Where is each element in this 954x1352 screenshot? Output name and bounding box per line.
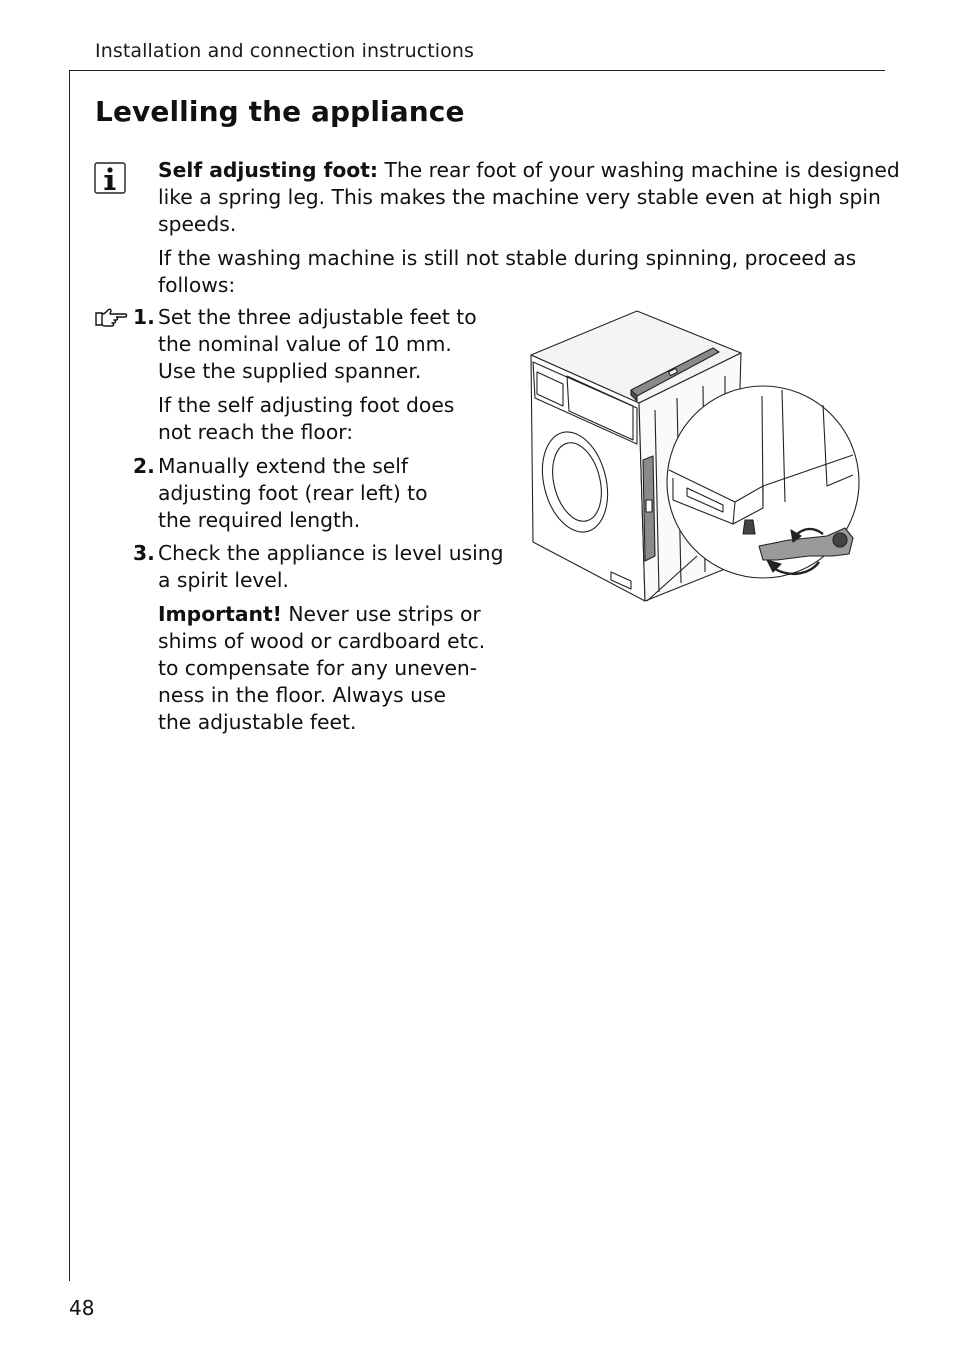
info-lead: Self adjusting foot: <box>158 158 379 182</box>
step-1-subtext <box>158 392 454 446</box>
condition-line: follows: <box>158 273 236 297</box>
header-rule <box>69 70 885 71</box>
step-line: adjusting foot (rear left) to <box>158 481 428 505</box>
important-line: to compensate for any uneven- <box>158 656 478 680</box>
info-paragraph <box>158 157 900 238</box>
info-line: like a spring leg. This makes the machine very stable even at high spin <box>158 185 881 209</box>
important-note <box>158 601 485 736</box>
page-number: 48 <box>69 1296 95 1320</box>
washing-machine-levelling-illustration <box>527 310 863 606</box>
step-1-number: 1. <box>133 305 155 329</box>
important-line: Never use strips or <box>281 602 481 626</box>
important-line: the adjustable feet. <box>158 710 357 734</box>
info-line: The rear foot of your washing machine is designed <box>378 158 900 182</box>
pointing-hand-icon <box>94 305 130 329</box>
page-title: Levelling the appliance <box>95 95 465 128</box>
step-2-number: 2. <box>133 454 155 478</box>
step-line: Use the supplied spanner. <box>158 359 422 383</box>
margin-rule <box>69 70 70 1281</box>
running-head: Installation and connection instructions <box>95 40 475 62</box>
info-line: speeds. <box>158 212 237 236</box>
info-icon <box>94 162 126 194</box>
condition-line: If the washing machine is still not stable during spinning, proceed as <box>158 246 857 270</box>
step-1-text <box>158 304 477 385</box>
important-line: shims of wood or cardboard etc. <box>158 629 486 653</box>
step-2-text <box>158 453 428 534</box>
step-line: the nominal value of 10 mm. <box>158 332 452 356</box>
important-lead: Important! <box>158 602 282 626</box>
step-line: the required length. <box>158 508 361 532</box>
step-3-number: 3. <box>133 541 155 565</box>
condition-paragraph <box>158 245 856 299</box>
step-line: not reach the floor: <box>158 420 354 444</box>
step-line: Check the appliance is level using <box>158 541 504 565</box>
step-line: If the self adjusting foot does <box>158 393 455 417</box>
step-line: a spirit level. <box>158 568 289 592</box>
step-3-text <box>158 540 503 594</box>
important-line: ness in the floor. Always use <box>158 683 446 707</box>
step-line: Manually extend the self <box>158 454 409 478</box>
step-line: Set the three adjustable feet to <box>158 305 477 329</box>
